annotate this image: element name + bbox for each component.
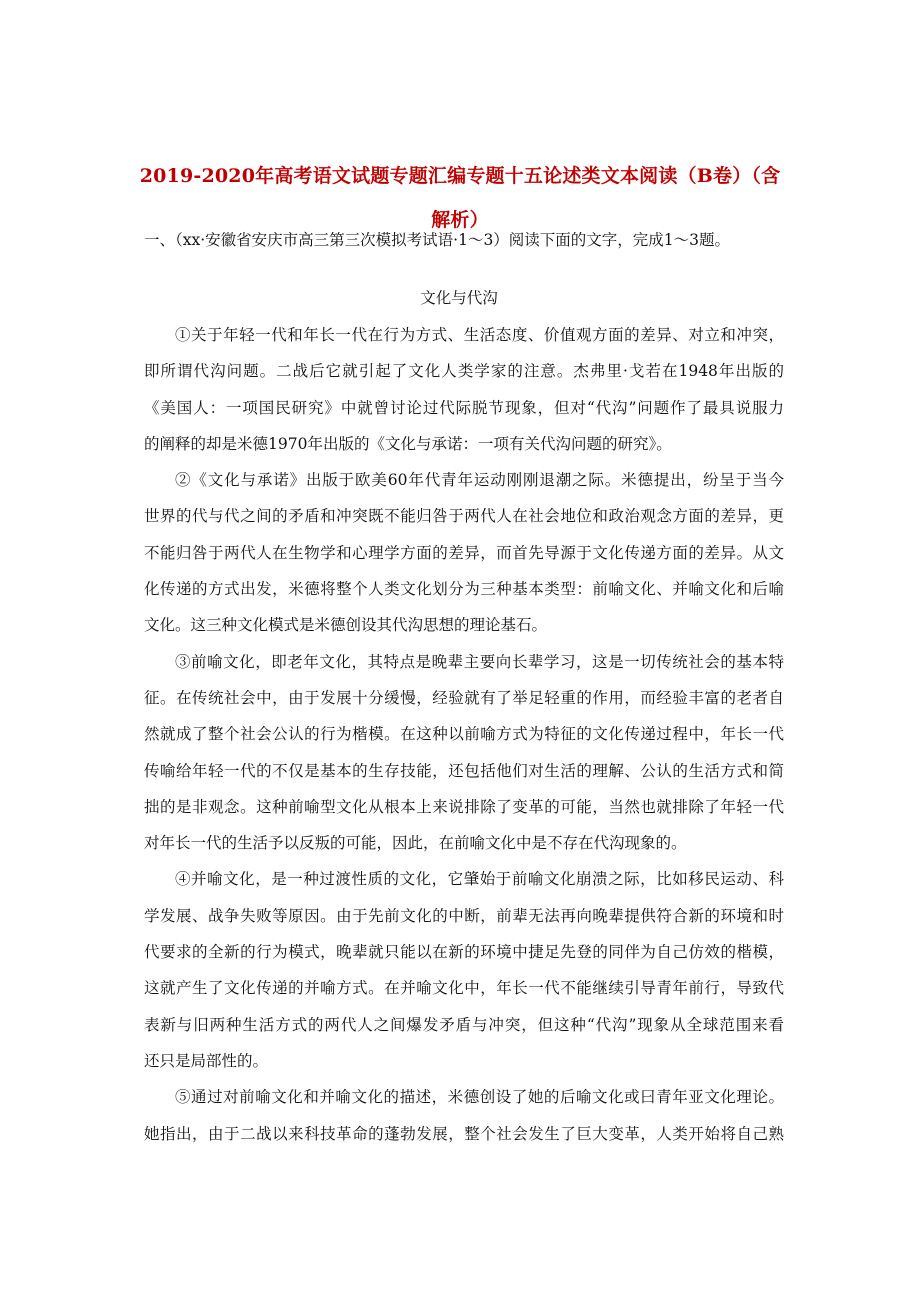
paragraph-line: 学发展、战争失败等原因。由于先前文化的中断，前辈无法再向晚辈提供符合新的环境和时 (144, 906, 784, 925)
paragraph-line: 世界的代与代之间的矛盾和冲突既不能归咎于两代人在社会地位和政治观念方面的差异，更 (144, 507, 784, 526)
paragraph-line: 然就成了整个社会公认的行为楷模。在这种以前喻方式为特征的文化传递过程中，年长一代 (144, 725, 784, 744)
paragraph-line: ②《文化与承诺》出版于欧美60年代青年运动刚刚退潮之际。米德提出，纷呈于当今 (175, 471, 784, 490)
document-title-line-2: 解析） (431, 209, 489, 231)
paragraph-line: 表新与旧两种生活方式的两代人之间爆发矛盾与冲突，但这种“代沟”现象从全球范围来看 (144, 1015, 784, 1034)
paragraph-line: 传喻给年轻一代的不仅是基本的生存技能，还包括他们对生活的理解、公认的生活方式和简 (144, 761, 784, 780)
article-body (144, 317, 784, 1152)
paragraph-line: 还只是局部性的。 (144, 1051, 269, 1070)
paragraph-line: ⑤通过对前喻文化和并喻文化的描述，米德创设了她的后喻文化或曰青年亚文化理论。 (175, 1088, 784, 1107)
paragraph-4 (144, 861, 784, 1079)
paragraph-3 (144, 644, 784, 862)
paragraph-line: 《美国人：一项国民研究》中就曾讨论过代际脱节现象，但对“代沟”问题作了最具说服力 (144, 398, 784, 417)
paragraph-line: 的阐释的却是米德1970年出版的《文化与承诺：一项有关代沟问题的研究》。 (144, 434, 672, 453)
paragraph-line: 她指出，由于二战以来科技革命的蓬勃发展，整个社会发生了巨大变革，人类开始将自己熟 (144, 1124, 784, 1143)
paragraph-line: 拙的是非观念。这种前喻型文化从根本上来说排除了变革的可能，当然也就排除了年轻一代 (144, 797, 784, 816)
paragraph-line: 文化。这三种文化模式是米德创设其代沟思想的理论基石。 (144, 616, 548, 635)
paragraph-line: ④并喻文化，是一种过渡性质的文化，它肇始于前喻文化崩溃之际，比如移民运动、科 (175, 870, 784, 889)
document-title-line-1: 2019-2020年高考语文试题专题汇编专题十五论述类文本阅读（B卷）（含 (139, 165, 781, 187)
article-heading: 文化与代沟 (420, 289, 498, 307)
paragraph-line: 代要求的全新的行为模式，晚辈就只能以在新的环境中捷足先登的同伴为自己仿效的楷模， (144, 943, 784, 962)
paragraph-2 (144, 462, 784, 643)
paragraph-1 (144, 317, 784, 462)
question-intro: 一、（xx·安徽省安庆市高三第三次模拟考试语·1～3）阅读下面的文字，完成1～3题。 (144, 231, 731, 249)
paragraph-line: 对年长一代的生活予以反叛的可能，因此，在前喻文化中是不存在代沟现象的。 (144, 834, 687, 853)
paragraph-line: 征。在传统社会中，由于发展十分缓慢，经验就有了举足轻重的作用，而经验丰富的老者自 (144, 688, 784, 707)
paragraph-line: ③前喻文化，即老年文化，其特点是晚辈主要向长辈学习，这是一切传统社会的基本特 (175, 652, 784, 671)
paragraph-line: 不能归咎于两代人在生物学和心理学方面的差异，而首先导源于文化传递方面的差异。从文 (144, 543, 784, 562)
paragraph-line: 化传递的方式出发，米德将整个人类文化划分为三种基本类型：前喻文化、并喻文化和后喻 (144, 580, 784, 599)
paragraph-5 (144, 1079, 784, 1152)
paragraph-line: ①关于年轻一代和年长一代在行为方式、生活态度、价值观方面的差异、对立和冲突， (175, 326, 784, 344)
paragraph-line: 这就产生了文化传递的并喻方式。在并喻文化中，年长一代不能继续引导青年前行，导致代 (144, 979, 784, 998)
paragraph-line: 即所谓代沟问题。二战后它就引起了文化人类学家的注意。杰弗里·戈若在1948年出版的 (144, 362, 784, 381)
